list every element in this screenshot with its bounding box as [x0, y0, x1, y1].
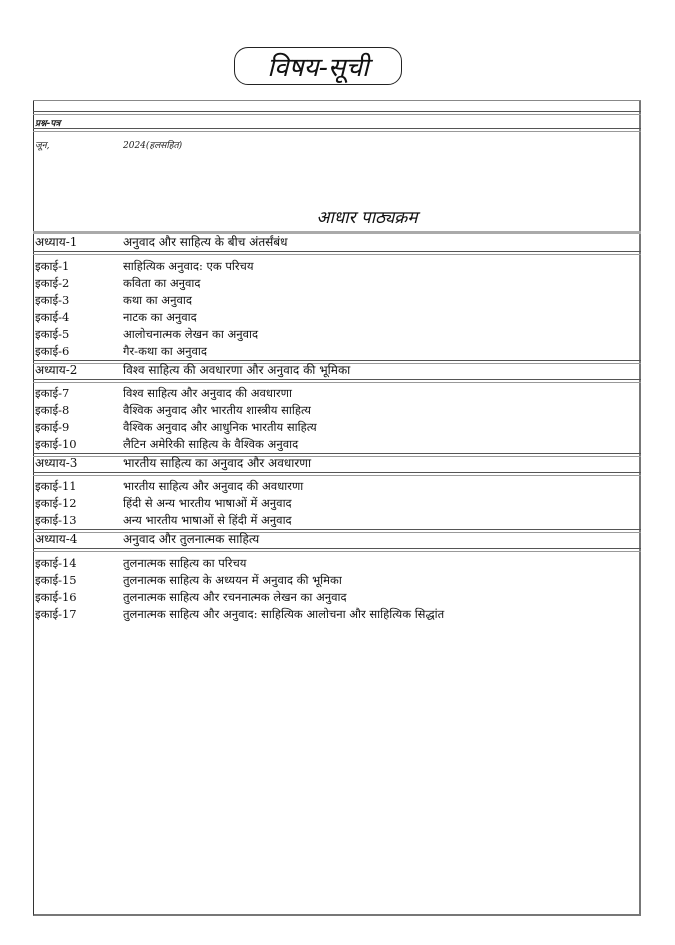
chapter-title: भारतीय साहित्य का अनुवाद और अवधारणा [123, 456, 312, 470]
unit-title: गैर-कथा का अनुवाद [123, 344, 207, 358]
unit-title: कविता का अनुवाद [123, 276, 201, 290]
question-paper-year[interactable]: 2024(हलसहित) [123, 141, 183, 151]
unit-title: लैटिन अमेरिकी साहित्य के वैश्विक अनुवाद [123, 437, 299, 451]
chapter-code: अध्याय-2 [35, 363, 78, 377]
page-title: विषय-सूची [234, 47, 402, 85]
unit-code: इकाई-15 [35, 573, 77, 587]
unit-code: इकाई-1 [35, 259, 70, 273]
unit-title: वैश्विक अनुवाद और आधुनिक भारतीय साहित्य [123, 420, 317, 434]
unit-title: तुलनात्मक साहित्य और रचननात्मक लेखन का अनुवाद [123, 590, 347, 604]
unit-code: इकाई-3 [35, 293, 70, 307]
chapter-code: अध्याय-4 [35, 532, 78, 546]
question-papers-label: प्रश्न-पत्र [35, 119, 61, 129]
unit-title: तुलनात्मक साहित्य का परिचय [123, 556, 247, 570]
divider [33, 128, 641, 132]
syllabus-title: आधार पाठ्यक्रम [316, 208, 418, 228]
unit-title: साहित्यिक अनुवाद: एक परिचय [123, 259, 254, 273]
chapter-code: अध्याय-3 [35, 456, 78, 470]
unit-title: विश्व साहित्य और अनुवाद की अवधारणा [123, 386, 292, 400]
unit-title: भारतीय साहित्य और अनुवाद की अवधारणा [123, 479, 304, 493]
unit-code: इकाई-12 [35, 496, 77, 510]
chapter-title: अनुवाद और तुलनात्मक साहित्य [123, 532, 260, 546]
divider [33, 472, 641, 476]
unit-title: वैश्विक अनुवाद और भारतीय शास्त्रीय साहित्य [123, 403, 311, 417]
unit-code: इकाई-10 [35, 437, 77, 451]
unit-code: इकाई-7 [35, 386, 70, 400]
unit-code: इकाई-6 [35, 344, 70, 358]
unit-title: आलोचनात्मक लेखन का अनुवाद [123, 327, 259, 341]
unit-code: इकाई-11 [35, 479, 77, 493]
unit-title: नाटक का अनुवाद [123, 310, 197, 324]
unit-title: तुलनात्मक साहित्य के अध्ययन में अनुवाद की भूमिका [123, 573, 342, 587]
unit-title: तुलनात्मक साहित्य और अनुवाद: साहित्यिक आलोचना और साहित्यिक सिद्धांत [123, 607, 445, 621]
unit-code: इकाई-14 [35, 556, 77, 570]
unit-title: हिंदी से अन्य भारतीय भाषाओं में अनुवाद [123, 496, 292, 510]
unit-code: इकाई-5 [35, 327, 70, 341]
unit-title: कथा का अनुवाद [123, 293, 192, 307]
chapter-title: विश्व साहित्य की अवधारणा और अनुवाद की भूमिका [123, 363, 351, 377]
chapter-title: अनुवाद और साहित्य के बीच अंतर्संबंध [123, 235, 288, 249]
unit-code: इकाई-16 [35, 590, 77, 604]
question-paper-month[interactable]: जून, [35, 141, 50, 151]
divider [33, 251, 641, 255]
unit-code: इकाई-8 [35, 403, 70, 417]
unit-code: इकाई-4 [35, 310, 70, 324]
unit-code: इकाई-9 [35, 420, 70, 434]
divider [33, 548, 641, 552]
unit-code: इकाई-17 [35, 607, 77, 621]
unit-code: इकाई-13 [35, 513, 77, 527]
divider [33, 379, 641, 383]
chapter-code: अध्याय-1 [35, 235, 78, 249]
divider [33, 100, 641, 101]
unit-code: इकाई-2 [35, 276, 70, 290]
unit-title: अन्य भारतीय भाषाओं से हिंदी में अनुवाद [123, 513, 292, 527]
divider [33, 111, 641, 115]
